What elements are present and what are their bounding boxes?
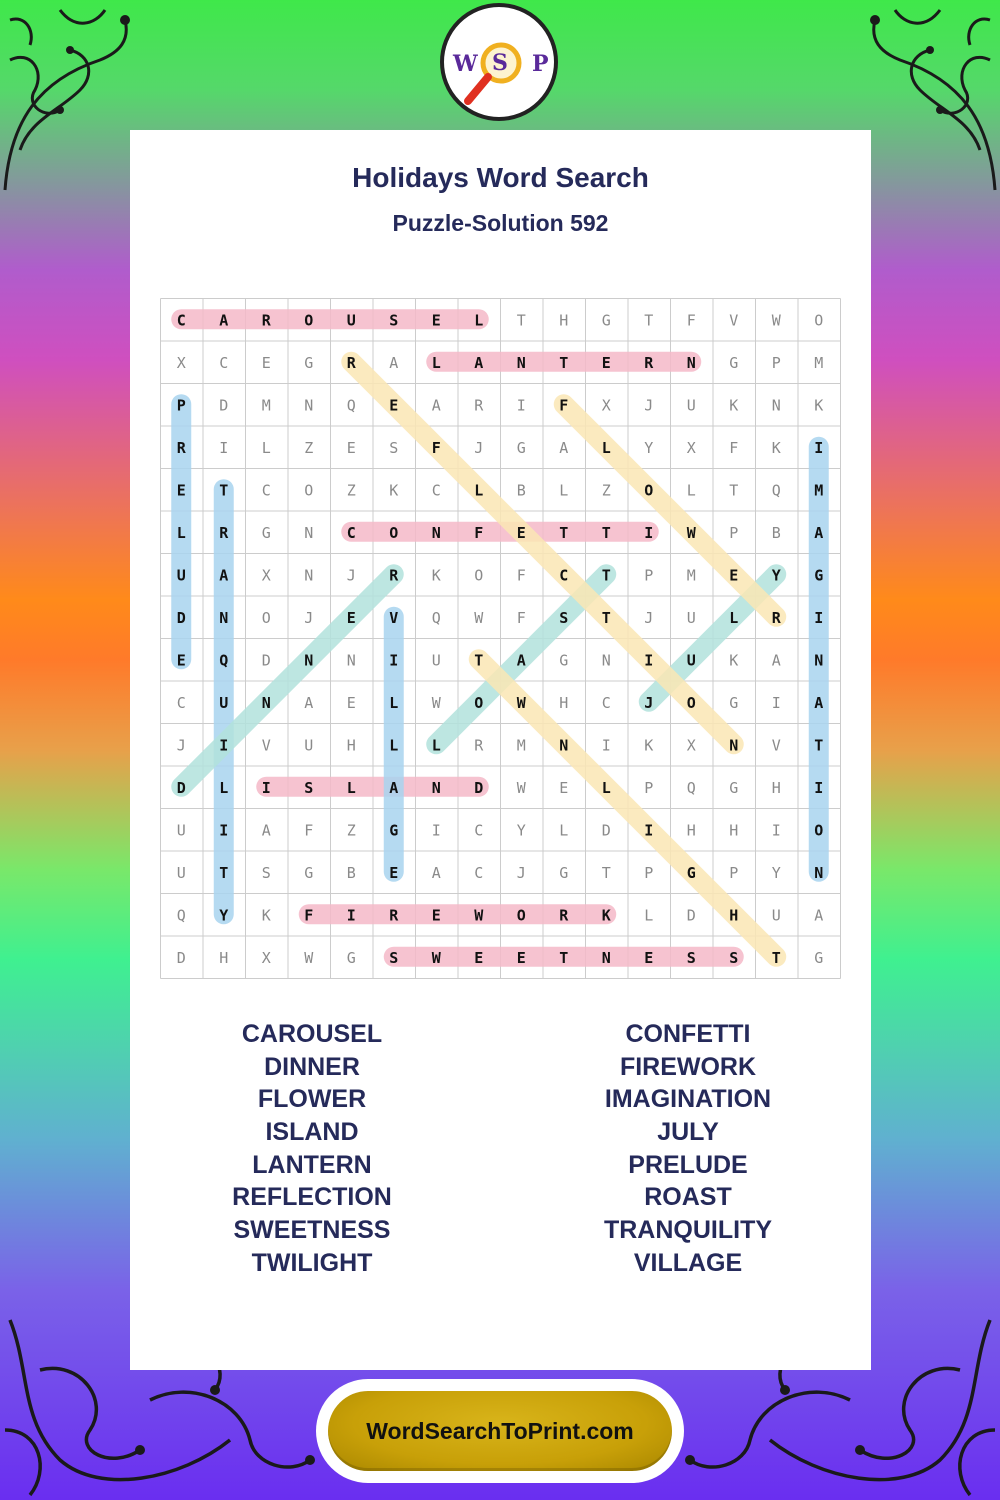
grid-letter: V [389, 608, 399, 627]
grid-letter: O [304, 481, 314, 500]
grid-letter: F [559, 396, 569, 415]
grid-letter: H [771, 778, 781, 797]
grid-letter: U [304, 736, 314, 755]
word-item: CAROUSEL [241, 1020, 383, 1048]
grid-letter: L [559, 481, 569, 500]
grid-letter: T [601, 608, 611, 627]
grid-letter: I [219, 821, 229, 840]
grid-letter: T [601, 566, 611, 585]
grid-letter: W [686, 523, 696, 542]
grid-letter: C [474, 821, 484, 840]
grid-letter: I [771, 821, 781, 840]
grid-letter: I [219, 736, 229, 755]
grid-letter: E [389, 396, 399, 415]
grid-letter: Y [771, 566, 781, 585]
grid-letter: L [644, 906, 654, 925]
grid-letter: H [346, 736, 356, 755]
grid-letter: J [644, 396, 654, 415]
grid-letter: C [176, 311, 186, 330]
grid-letter: P [729, 863, 739, 882]
grid-letter: L [176, 523, 186, 542]
site-logo[interactable] [440, 3, 558, 121]
grid-letter: V [729, 311, 739, 330]
grid-letter: K [771, 438, 781, 457]
grid-letter: O [814, 311, 824, 330]
word-item: SWEETNESS [233, 1216, 391, 1245]
grid-letter: T [219, 863, 229, 882]
grid-letter: Y [771, 863, 781, 882]
grid-letter: N [601, 651, 611, 670]
logo-letter-p: P [532, 51, 549, 77]
grid-letter: O [814, 821, 824, 840]
grid-letter: A [431, 396, 441, 415]
grid-letter: G [601, 311, 611, 330]
grid-letter: D [176, 948, 186, 967]
grid-letter: U [176, 566, 186, 585]
grid-letter: K [261, 906, 271, 925]
grid-letter: B [516, 481, 526, 500]
grid-letter: U [176, 863, 186, 882]
grid-letter: G [516, 438, 526, 457]
grid-letter: F [474, 523, 484, 542]
grid-letter: I [814, 608, 824, 627]
grid-letter: O [474, 566, 484, 585]
grid-letter: K [644, 736, 654, 755]
grid-letter: L [601, 778, 611, 797]
grid-letter: N [729, 736, 739, 755]
grid-letter: H [729, 906, 739, 925]
grid-letter: E [261, 353, 271, 372]
grid-letter: T [601, 863, 611, 882]
grid-letter: U [176, 821, 186, 840]
grid-letter: Q [686, 778, 696, 797]
grid-letter: C [176, 693, 186, 712]
grid-letter: B [346, 863, 356, 882]
word-item: ISLAND [265, 1118, 359, 1147]
grid-letter: A [474, 353, 484, 372]
grid-letter: R [219, 523, 229, 542]
grid-letter: I [644, 523, 654, 542]
grid-letter: A [389, 778, 399, 797]
grid-letter: E [516, 523, 526, 542]
grid-letter: S [389, 948, 399, 967]
word-item: CONFETTI [625, 1020, 751, 1048]
grid-letter: U [686, 396, 696, 415]
grid-letter: F [729, 438, 739, 457]
grid-letter: A [219, 566, 229, 585]
grid-letter: M [814, 353, 824, 372]
grid-letter: E [346, 693, 356, 712]
grid-letter: E [431, 906, 441, 925]
grid-letter: T [814, 736, 824, 755]
grid-letter: D [261, 651, 271, 670]
grid-letter: I [346, 906, 356, 925]
grid-letter: F [516, 608, 526, 627]
grid-letter: E [601, 353, 611, 372]
grid-letter: J [474, 438, 484, 457]
grid-letter: S [729, 948, 739, 967]
grid-letter: U [686, 608, 696, 627]
grid-letter: L [219, 778, 229, 797]
grid-letter: N [601, 948, 611, 967]
grid-letter: H [559, 693, 569, 712]
grid-letter: Q [431, 608, 441, 627]
grid-letter: N [304, 396, 314, 415]
grid-letter: H [559, 311, 569, 330]
grid-letter: T [771, 948, 781, 967]
grid-letter: T [559, 353, 569, 372]
grid-letter: Z [601, 481, 611, 500]
grid-letter: N [304, 566, 314, 585]
grid-letter: J [304, 608, 314, 627]
grid-letter: I [814, 438, 824, 457]
grid-letter: E [729, 566, 739, 585]
grid-letter: A [219, 311, 229, 330]
grid-letter: I [516, 396, 526, 415]
grid-letter: F [686, 311, 696, 330]
grid-letter: A [516, 651, 526, 670]
grid-letter: M [261, 396, 271, 415]
grid-letter: N [814, 651, 824, 670]
grid-letter: T [474, 651, 484, 670]
grid-letter: K [729, 651, 739, 670]
grid-letter: A [431, 863, 441, 882]
logo-letter-w: W [453, 51, 478, 77]
grid-letter: Q [176, 906, 186, 925]
grid-letter: R [176, 438, 186, 457]
grid-letter: C [431, 481, 441, 500]
grid-letter: G [389, 821, 399, 840]
word-item: DINNER [264, 1052, 360, 1081]
grid-letter: G [261, 523, 271, 542]
grid-letter: D [176, 608, 186, 627]
grid-letter: T [559, 948, 569, 967]
grid-letter: N [261, 693, 271, 712]
grid-letter: N [771, 396, 781, 415]
grid-letter: K [601, 906, 611, 925]
grid-letter: S [261, 863, 271, 882]
grid-letter: C [559, 566, 569, 585]
grid-letter: R [389, 906, 399, 925]
grid-letter: Z [346, 481, 356, 500]
grid-letter: I [601, 736, 611, 755]
grid-letter: I [219, 438, 229, 457]
grid-letter: E [644, 948, 654, 967]
grid-letter: S [304, 778, 314, 797]
grid-letter: N [516, 353, 526, 372]
grid-letter: W [431, 693, 441, 712]
grid-letter: W [516, 693, 526, 712]
grid-letter: K [431, 566, 441, 585]
grid-letter: N [219, 608, 229, 627]
grid-letter: M [516, 736, 526, 755]
word-item: TWILIGHT [251, 1248, 373, 1277]
word-list-left [182, 1018, 442, 1280]
word-item: ROAST [644, 1183, 732, 1212]
grid-letter: I [644, 651, 654, 670]
grid-letter: R [559, 906, 569, 925]
grid-letter: H [729, 821, 739, 840]
grid-letter: G [729, 353, 739, 372]
grid-letter: L [346, 778, 356, 797]
grid-letter: P [176, 396, 186, 415]
grid-letter: J [176, 736, 186, 755]
top-right-ornament [860, 0, 1000, 200]
top-left-ornament [0, 0, 140, 200]
grid-letter: P [644, 863, 654, 882]
grid-letter: P [771, 353, 781, 372]
page-title: Holidays Word Search [352, 162, 649, 193]
grid-letter: S [389, 311, 399, 330]
grid-letter: N [346, 651, 356, 670]
grid-letter: V [771, 736, 781, 755]
word-item: LANTERN [252, 1150, 372, 1179]
grid-letter: G [559, 863, 569, 882]
grid-letter: N [431, 778, 441, 797]
grid-letter: E [176, 651, 186, 670]
grid-letter: W [304, 948, 314, 967]
grid-letter: N [304, 651, 314, 670]
grid-letter: A [771, 651, 781, 670]
grid-letter: N [431, 523, 441, 542]
grid-letter: L [729, 608, 739, 627]
grid-letter: L [474, 481, 484, 500]
grid-letter: E [346, 608, 356, 627]
grid-letter: L [474, 311, 484, 330]
grid-letter: G [729, 693, 739, 712]
grid-letter: E [474, 948, 484, 967]
grid-letter: T [644, 311, 654, 330]
grid-letter: A [814, 693, 824, 712]
grid-letter: J [346, 566, 356, 585]
grid-letter: D [474, 778, 484, 797]
grid-letter: O [474, 693, 484, 712]
grid-letter: C [474, 863, 484, 882]
grid-letter: G [686, 863, 696, 882]
grid-letter: K [389, 481, 399, 500]
word-item: PRELUDE [628, 1150, 748, 1179]
grid-letter: G [304, 353, 314, 372]
grid-letter: H [686, 821, 696, 840]
grid-letter: F [431, 438, 441, 457]
word-search-grid [160, 298, 841, 979]
grid-letter: R [474, 396, 484, 415]
grid-letter: T [559, 523, 569, 542]
grid-letter: J [516, 863, 526, 882]
grid-letter: D [686, 906, 696, 925]
grid-letter: L [559, 821, 569, 840]
grid-letter: P [644, 778, 654, 797]
grid-letter: F [304, 821, 314, 840]
grid-letter: S [686, 948, 696, 967]
grid-letter: G [559, 651, 569, 670]
grid-letter: I [644, 821, 654, 840]
grid-letter: J [644, 693, 654, 712]
grid-letter: E [389, 863, 399, 882]
grid-letter: R [474, 736, 484, 755]
grid-letter: W [516, 778, 526, 797]
grid-letter: V [261, 736, 271, 755]
grid-letter: Y [516, 821, 526, 840]
grid-letter: I [431, 821, 441, 840]
grid-letter: K [729, 396, 739, 415]
grid-letter: R [346, 353, 356, 372]
word-item: FIREWORK [619, 1052, 757, 1081]
word-item: JULY [657, 1118, 719, 1147]
grid-letter: G [346, 948, 356, 967]
logo-letter-s: S [492, 50, 508, 76]
grid-letter: N [304, 523, 314, 542]
grid-letter: W [431, 948, 441, 967]
grid-letter: X [176, 353, 186, 372]
grid-letter: R [771, 608, 781, 627]
grid-letter: P [729, 523, 739, 542]
grid-letter: W [474, 906, 484, 925]
grid-letter: B [771, 523, 781, 542]
grid-letter: E [431, 311, 441, 330]
grid-letter: A [814, 906, 824, 925]
grid-letter: A [304, 693, 314, 712]
grid-letter: L [431, 353, 441, 372]
grid-letter: D [176, 778, 186, 797]
grid-letter: Q [771, 481, 781, 500]
word-item: IMAGINATION [604, 1085, 772, 1114]
grid-letter: Z [304, 438, 314, 457]
grid-letter: A [389, 353, 399, 372]
grid-letter: G [304, 863, 314, 882]
grid-letter: O [389, 523, 399, 542]
grid-letter: T [729, 481, 739, 500]
word-item: REFLECTION [232, 1183, 392, 1212]
grid-letter: T [219, 481, 229, 500]
grid-letter: E [559, 778, 569, 797]
grid-letter: L [261, 438, 271, 457]
grid-letter: M [686, 566, 696, 585]
grid-letter: D [601, 821, 611, 840]
word-list-right [558, 1018, 818, 1280]
grid-letter: W [771, 311, 781, 330]
grid-letter: I [261, 778, 271, 797]
grid-letter: Y [219, 906, 229, 925]
grid-letter: R [644, 353, 654, 372]
grid-letter: I [389, 651, 399, 670]
grid-letter: R [261, 311, 271, 330]
grid-letter: I [814, 778, 824, 797]
grid-letter: O [686, 693, 696, 712]
page-subtitle: Puzzle-Solution 592 [392, 210, 609, 236]
grid-letter: F [304, 906, 314, 925]
grid-letter: O [644, 481, 654, 500]
grid-letter: Y [644, 438, 654, 457]
grid-letter: U [219, 693, 229, 712]
grid-letter: L [431, 736, 441, 755]
grid-letter: G [814, 566, 824, 585]
grid-letter: K [814, 396, 824, 415]
grid-letter: U [431, 651, 441, 670]
grid-letter: N [814, 863, 824, 882]
grid-letter: E [516, 948, 526, 967]
grid-letter: Z [346, 821, 356, 840]
word-item: TRANQUILITY [603, 1216, 773, 1245]
grid-letter: X [601, 396, 611, 415]
grid-letter: O [261, 608, 271, 627]
grid-letter: O [516, 906, 526, 925]
grid-letter: T [516, 311, 526, 330]
grid-letter: C [601, 693, 611, 712]
grid-letter: H [219, 948, 229, 967]
grid-letter: U [686, 651, 696, 670]
grid-letter: G [814, 948, 824, 967]
word-item: FLOWER [257, 1085, 367, 1114]
grid-letter: J [644, 608, 654, 627]
grid-letter: X [261, 566, 271, 585]
grid-letter: U [771, 906, 781, 925]
grid-letter: Q [219, 651, 229, 670]
footer-link[interactable]: WordSearchToPrint.com [366, 1418, 634, 1444]
grid-letter: L [686, 481, 696, 500]
grid-letter: I [771, 693, 781, 712]
grid-letter: C [219, 353, 229, 372]
grid-letter: S [389, 438, 399, 457]
grid-letter: S [559, 608, 569, 627]
grid-letter: C [261, 481, 271, 500]
grid-letter: C [346, 523, 356, 542]
grid-letter: A [814, 523, 824, 542]
grid-letter: E [346, 438, 356, 457]
grid-letter: G [729, 778, 739, 797]
grid-letter: L [389, 693, 399, 712]
grid-letter: L [389, 736, 399, 755]
grid-letter: A [261, 821, 271, 840]
grid-letter: X [261, 948, 271, 967]
grid-letter: L [601, 438, 611, 457]
grid-letter: N [686, 353, 696, 372]
grid-letter: E [176, 481, 186, 500]
word-item: VILLAGE [633, 1248, 743, 1277]
grid-letter: N [559, 736, 569, 755]
grid-letter: X [686, 736, 696, 755]
grid-letter: M [814, 481, 824, 500]
grid-letter: P [644, 566, 654, 585]
grid-letter: O [304, 311, 314, 330]
grid-letter: T [601, 523, 611, 542]
grid-letter: Q [346, 396, 356, 415]
grid-letter: A [559, 438, 569, 457]
grid-letter: U [346, 311, 356, 330]
grid-letter: D [219, 396, 229, 415]
grid-letter: F [516, 566, 526, 585]
grid-letter: W [474, 608, 484, 627]
grid-letter: R [389, 566, 399, 585]
grid-letter: X [686, 438, 696, 457]
